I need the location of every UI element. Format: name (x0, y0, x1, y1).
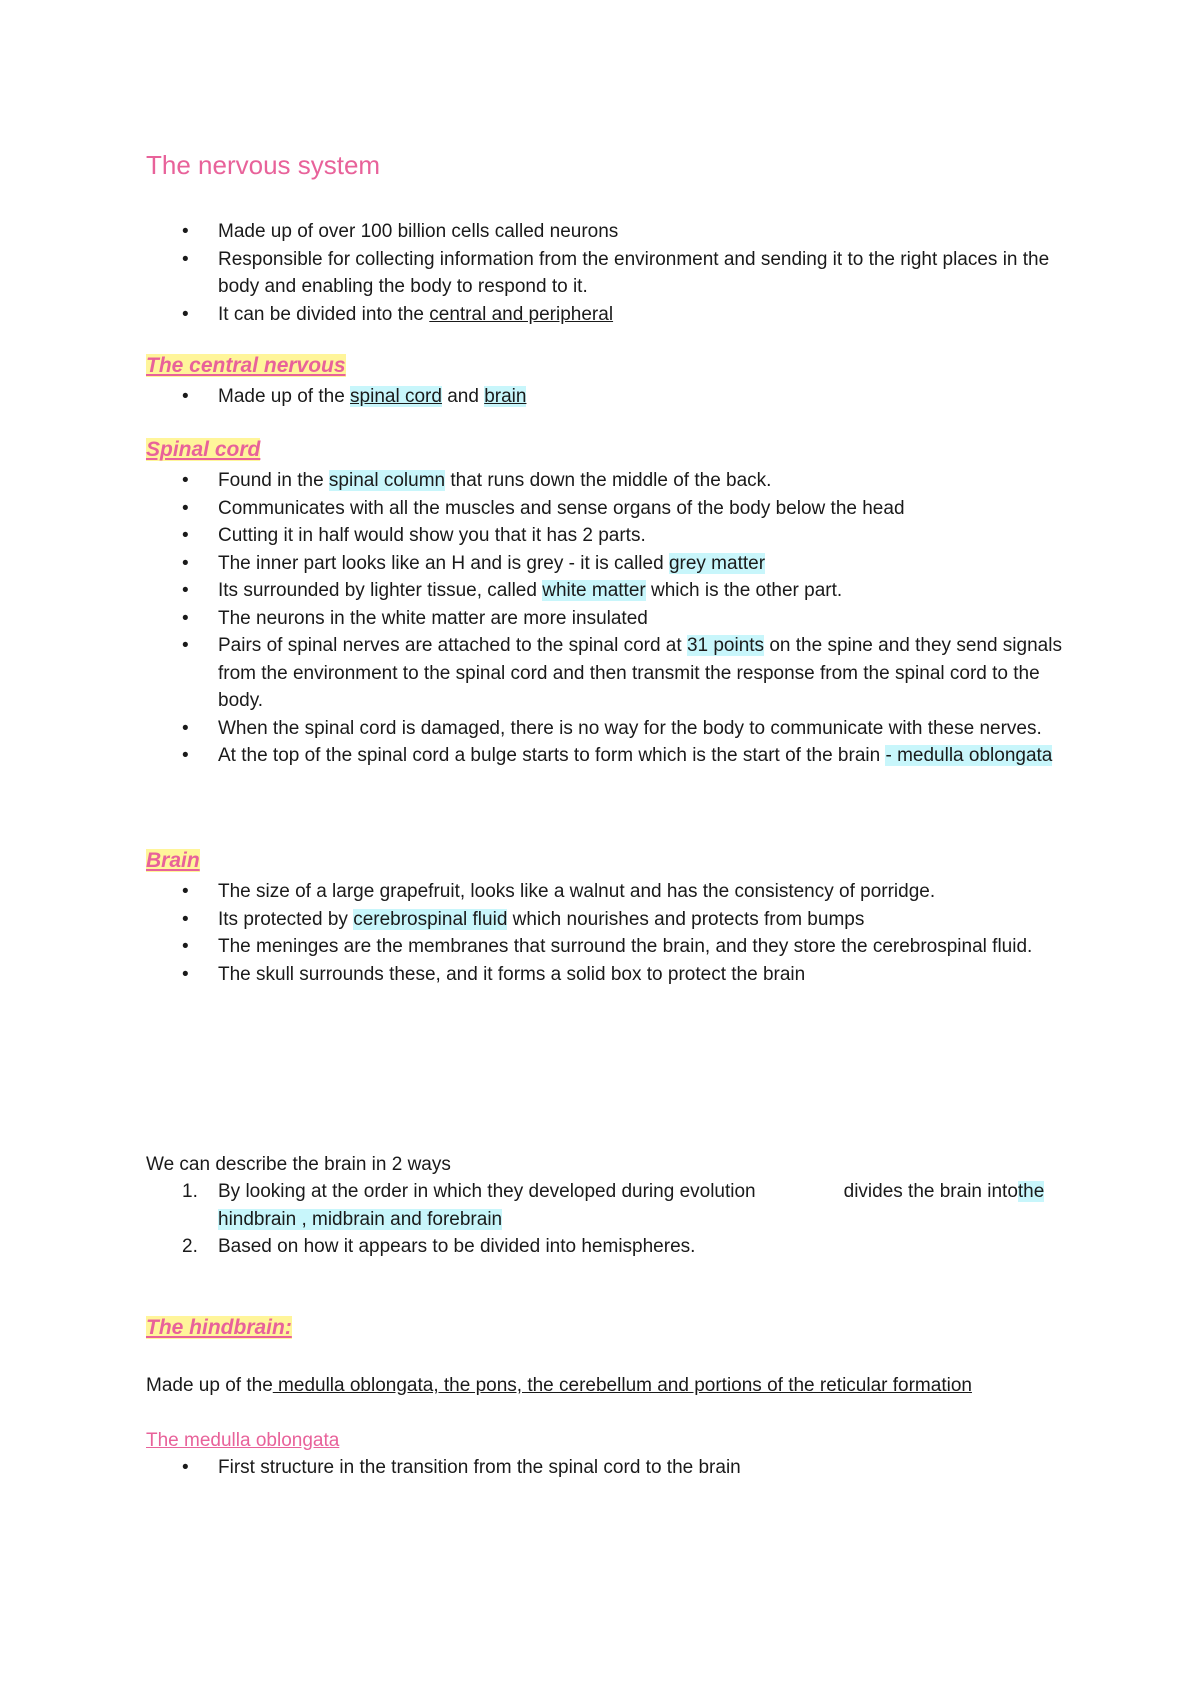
intro-list (146, 218, 1086, 328)
brain-list (146, 878, 1086, 988)
list-item (146, 550, 1086, 578)
paragraph-text: Made up of the (146, 1375, 273, 1396)
bullet-text: and (441, 386, 485, 407)
bullet-text: At the top of the spinal cord a bulge starts to form which is the start of the brain (218, 745, 886, 766)
bullet-text: First structure in the transition from the spinal cord to the brain (218, 1457, 741, 1478)
bullet-text: The skull surrounds these, and it forms a solid box to protect the brain (218, 963, 806, 985)
section-heading-text: The hindbrain: (146, 1316, 292, 1339)
bullet-text: Made up of over 100 billion cells called neurons (218, 221, 619, 242)
list-item (146, 522, 1086, 550)
list-item (146, 218, 1086, 246)
bullet-text: that runs down the middle of the back. (445, 470, 772, 491)
highlight-text: spinal cord (350, 386, 442, 407)
bullet-text: which is the other part. (645, 580, 843, 601)
subheading-medulla: The medulla oblongata (146, 1430, 340, 1451)
list-item (146, 383, 1086, 411)
section-heading-brain (146, 847, 1086, 875)
list-item (146, 495, 1086, 523)
list-item (146, 933, 1086, 961)
item-text: Based on how it appears to be divided into hemispheres. (218, 1236, 696, 1257)
bullet-text: When the spinal cord is damaged, there is no way for the body to communicate with these nerves. (218, 717, 1042, 739)
bullet-text: It can be divided into the (218, 303, 430, 325)
bullet-text: Its protected by (218, 908, 354, 930)
bullet-text: Pairs of spinal nerves are attached to the spinal cord at (218, 635, 687, 656)
highlight-text: spinal column (328, 470, 446, 491)
list-item (146, 1233, 1086, 1261)
list-item (146, 632, 1086, 715)
ways-list (146, 1178, 1086, 1261)
bullet-text: Cutting it in half would show you that it has 2 parts. (218, 525, 646, 546)
page-title: The nervous system (146, 150, 381, 180)
highlight-text: the hindbrain , midbrain and forebrain (218, 1181, 1045, 1230)
bullet-text: Made up of the (218, 386, 351, 407)
bullet-text: on the spine and they send signals from the environment to the spinal cord and then transmit the response from the spinal cord to the body. (218, 635, 1062, 711)
section-heading-spinal-cord (146, 436, 1086, 464)
bullet-text: Responsible for collecting information from the environment and sending it to the right places in the body and enabling the body to respond to it. (218, 248, 1050, 297)
underlined-text: medulla oblongata, the pons, the cerebellum and portions of the reticular formation (272, 1375, 972, 1396)
highlight-text: brain (484, 386, 527, 407)
section-heading-text: Brain (146, 849, 200, 872)
ways-intro: We can describe the brain in 2 ways (146, 1154, 451, 1175)
bullet-text: The meninges are the membranes that surround the brain, and they store the cerebrospinal fluid. (218, 936, 1033, 957)
bullet-text: Found in the (218, 470, 329, 491)
bullet-text: Communicates with all the muscles and sense organs of the body below the head (218, 497, 905, 519)
list-item (146, 246, 1086, 301)
list-item (146, 906, 1086, 934)
spinal-list (146, 467, 1086, 770)
highlight-text: white matter (542, 580, 646, 601)
section-heading-text: The central nervous (146, 354, 346, 377)
list-item (146, 878, 1086, 906)
list-item (146, 961, 1086, 989)
list-item (146, 605, 1086, 633)
list-item (146, 577, 1086, 605)
bullet-text: which nourishes and protects from bumps (507, 908, 865, 930)
highlight-text: grey matter (668, 552, 766, 574)
hindbrain-composition (146, 1372, 1086, 1400)
item-text: By looking at the order in which they developed during evolution (218, 1181, 756, 1202)
bullet-text: Its surrounded by lighter tissue, called (218, 580, 543, 601)
central-peripheral-text: central and peripheral (429, 303, 614, 325)
central-list (146, 383, 1086, 411)
list-item (146, 467, 1086, 495)
bullet-text: The size of a large grapefruit, looks like a walnut and has the consistency of porridge. (218, 881, 936, 902)
highlight-text: - medulla oblongata (885, 745, 1053, 766)
list-item (146, 301, 1086, 329)
item-text: divides the brain into (843, 1181, 1018, 1202)
section-heading-central (146, 352, 1086, 380)
list-item (146, 715, 1086, 743)
medulla-list (146, 1454, 1086, 1482)
list-item (146, 1178, 1086, 1233)
list-number: 1. (182, 1181, 198, 1202)
highlight-text: cerebrospinal fluid (353, 908, 508, 930)
list-number: 2. (182, 1236, 198, 1257)
bullet-text: The inner part looks like an H and is grey - it is called (218, 552, 669, 574)
list-item (146, 742, 1086, 770)
list-item (146, 1454, 1086, 1482)
section-heading-text: Spinal cord (146, 438, 261, 461)
section-heading-hindbrain (146, 1314, 1086, 1342)
highlight-text: 31 points (686, 635, 765, 656)
bullet-text: The neurons in the white matter are more insulated (218, 607, 648, 629)
